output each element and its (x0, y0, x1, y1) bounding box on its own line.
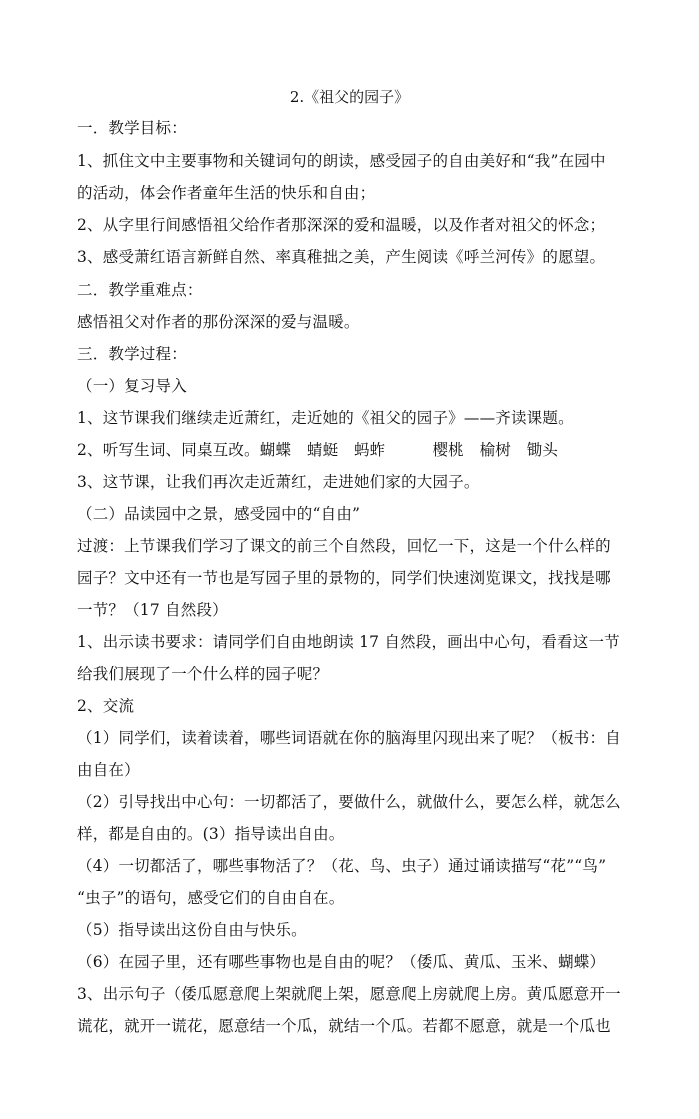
subsection-heading: （一）复习导入 (77, 377, 187, 395)
paragraph-line: 感悟祖父对作者的那份深深的爱与温暖。 (77, 313, 360, 331)
paragraph-line: 给我们展现了一个什么样的园子呢？ (77, 665, 329, 683)
paragraph-line: （5）指导读出这份自由与快乐。 (77, 921, 307, 939)
paragraph-line: 2、从字里行间感悟祖父给作者那深深的爱和温暖，以及作者对祖父的怀念； (77, 216, 606, 234)
paragraph-line: 的活动，体会作者童年生活的快乐和自由； (77, 184, 376, 202)
paragraph-line: 1、出示读书要求：请同学们自由地朗读 17 自然段，画出中心句，看看这一节 (77, 633, 620, 651)
paragraph-line: 3、这节课，让我们再次走近萧红，走进她们家的大园子。 (77, 473, 480, 491)
paragraph-line: （1）同学们，读着读着，哪些词语就在你的脑海里闪现出来了呢？（板书：自 (77, 729, 621, 747)
section-heading-key-points: 二．教学重难点： (77, 281, 203, 299)
paragraph-line: 园子？文中还有一节也是写园子里的景物的，同学们快速浏览课文，找找是哪 (77, 569, 611, 587)
paragraph-line: “虫子”的语句，感受它们的自由自在。 (77, 889, 345, 907)
paragraph-line: 2、听写生词、同桌互改。蝴蝶 蜻蜓 蚂蚱 樱桃 榆树 锄头 (77, 441, 559, 459)
paragraph-line: 过渡：上节课我们学习了课文的前三个自然段，回忆一下，这是一个什么样的 (77, 537, 611, 555)
paragraph-line: 1、抓住文中主要事物和关键词句的朗读，感受园子的自由美好和“我”在园中 (77, 152, 606, 170)
paragraph-line: （6）在园子里，还有哪些事物也是自由的呢？（倭瓜、黄瓜、玉米、蝴蝶） (77, 953, 606, 971)
subsection-heading: （二）品读园中之景，感受园中的“自由” (77, 505, 361, 523)
paragraph-line: 样，都是自由的。(3）指导读出自由。 (77, 825, 345, 843)
paragraph-line: （4）一切都活了，哪些事物活了？（花、鸟、虫子）通过诵读描写“花”“鸟” (77, 857, 607, 875)
paragraph-line: 3、感受萧红语言新鲜自然、率真稚拙之美，产生阅读《呼兰河传》的愿望。 (77, 248, 606, 266)
document-title: 2.《祖父的园子》 (289, 88, 410, 106)
paragraph-line: 1、这节课我们继续走近萧红，走近她的《祖父的园子》——齐读课题。 (77, 409, 574, 427)
paragraph-line: 由自在） (77, 761, 140, 779)
section-heading-objectives: 一．教学目标： (77, 119, 187, 137)
paragraph-line: （2）引导找出中心句：一切都活了，要做什么，就做什么，要怎么样，就怎么 (77, 793, 621, 811)
paragraph-line: 2、交流 (77, 697, 135, 715)
paragraph-line: 谎花，就开一谎花，愿意结一个瓜，就结一个瓜。若都不愿意，就是一个瓜也 (77, 1017, 611, 1035)
paragraph-line: 一节？（17 自然段） (77, 601, 228, 619)
paragraph-line: 3、出示句子（倭瓜愿意爬上架就爬上架，愿意爬上房就爬上房。黄瓜愿意开一 (77, 985, 621, 1003)
section-heading-process: 三．教学过程： (77, 345, 187, 363)
